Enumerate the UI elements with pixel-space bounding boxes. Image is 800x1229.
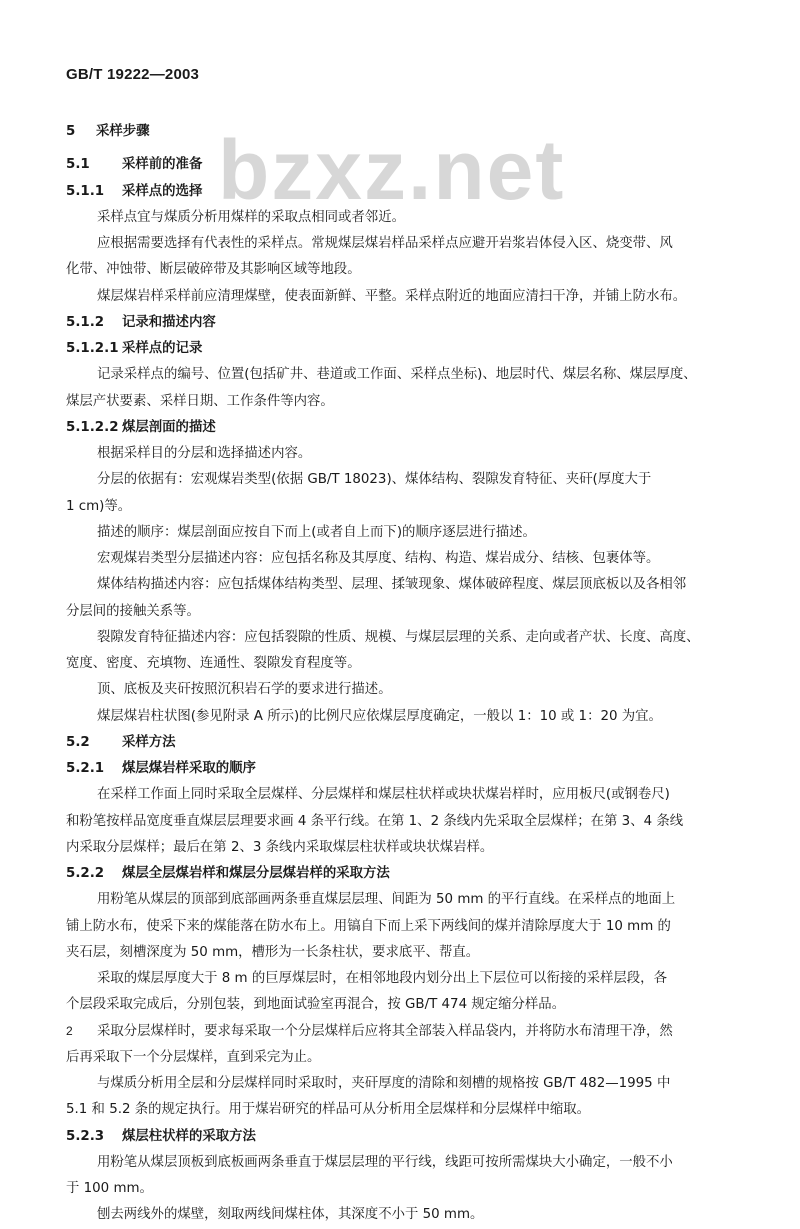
section-heading xyxy=(66,415,731,441)
section-number: 5.2.3 xyxy=(66,1128,105,1144)
paragraph-line: 裂隙发育特征描述内容：应包括裂隙的性质、规模、与煤层层理的关系、走向或者产状、长度、高度、 xyxy=(97,629,700,645)
section-title: 记录和描述内容 xyxy=(122,314,216,330)
paragraph-line: 内采取分层煤样；最后在第 2、3 条线内采取煤层柱状样或块状煤岩样。 xyxy=(66,839,494,855)
section-title: 采样点的记录 xyxy=(122,341,203,356)
section-number: 5.1.2 xyxy=(66,314,105,330)
section-heading xyxy=(66,756,731,782)
paragraph-line: 采样点宜与煤质分析用煤样的采取点相同或者邻近。 xyxy=(97,209,405,225)
section-title: 采样方法 xyxy=(122,734,176,750)
paragraph-line: 个层段采取完成后，分别包装，到地面试验室再混合，按 GB/T 474 规定缩分样品。 xyxy=(66,997,566,1013)
paragraph-line: 分层的依据有：宏观煤岩类型(依据 GB/T 18023)、煤体结构、裂隙发育特征、夹矸(厚度大于 xyxy=(97,472,652,488)
paragraph-line: 化带、冲蚀带、断层破碎带及其影响区域等地段。 xyxy=(66,262,361,278)
section-heading xyxy=(66,336,731,362)
page-number: 2 xyxy=(66,1024,73,1038)
document-body xyxy=(66,119,731,1229)
section-number: 5.2 xyxy=(66,734,90,750)
section-heading xyxy=(66,861,731,887)
paragraph-line: 在采样工作面上同时采取全层煤样、分层煤样和煤层柱状样或块状煤岩样时，应用板尺(或钢卷尺) xyxy=(97,787,670,803)
paragraph-line: 和粉笔按样品宽度垂直煤层层理要求画 4 条平行线。在第 1、2 条线内先采取全层煤样；在第 3、4 条线 xyxy=(66,813,684,829)
section-number: 5.1 xyxy=(66,157,90,173)
site-watermark: bzxz.net xyxy=(218,123,566,217)
paragraph-line: 根据采样目的分层和选择描述内容。 xyxy=(97,446,312,461)
section-title: 采样点的选择 xyxy=(122,183,203,199)
paragraph-line: 采取分层煤样时，要求每采取一个分层煤样后应将其全部装入样品袋内，并将防水布清理干净，然 xyxy=(97,1023,673,1039)
paragraph-line: 于 100 mm。 xyxy=(66,1181,153,1196)
paragraph-line: 分层间的接触关系等。 xyxy=(66,603,200,619)
section-heading xyxy=(66,310,731,336)
paragraph-line: 煤层产状要素、采样日期、工作条件等内容。 xyxy=(66,393,334,409)
section-title: 煤层剖面的描述 xyxy=(122,419,216,435)
paragraph-line: 煤层煤岩柱状图(参见附录 A 所示)的比例尺应依煤层厚度确定，一般以 1：10 或 1：20 为宜。 xyxy=(97,708,662,724)
paragraph-line: 后再采取下一个分层煤样，直到采完为止。 xyxy=(66,1049,321,1065)
section-number: 5.1.2.2 xyxy=(66,419,119,435)
section-heading xyxy=(66,152,731,178)
section-number: 5.2.2 xyxy=(66,866,105,881)
section-heading xyxy=(66,1124,731,1150)
section-number: 5.2.1 xyxy=(66,761,105,776)
paragraph-line: 宏观煤岩类型分层描述内容：应包括名称及其厚度、结构、构造、煤岩成分、结核、包裹体等。 xyxy=(97,551,660,566)
section-number: 5.1.2.1 xyxy=(66,341,119,356)
paragraph-line: 5.1 和 5.2 条的规定执行。用于煤岩研究的样品可从分析用全层煤样和分层煤样中缩取。 xyxy=(66,1102,591,1118)
paragraph-line: 采取的煤层厚度大于 8 m 的巨厚煤层时，在相邻地段内划分出上下层位可以衔接的采样层段，各 xyxy=(97,971,667,986)
paragraph-line: 描述的顺序：煤层剖面应按自下而上(或者自上而下)的顺序逐层进行描述。 xyxy=(97,524,536,540)
section-heading xyxy=(66,179,731,205)
paragraph-line: 1 cm)等。 xyxy=(66,498,132,514)
paragraph-line: 用粉笔从煤层顶板到底板画两条垂直于煤层层理的平行线，线距可按所需煤块大小确定，一般不小 xyxy=(97,1154,673,1170)
paragraph-line: 煤层煤岩样采样前应清理煤壁，使表面新鲜、平整。采样点附近的地面应清扫干净，并铺上防水布。 xyxy=(97,288,687,304)
paragraph-line: 夹石层，刻槽深度为 50 mm，槽形为一长条柱状，要求底平、帮直。 xyxy=(66,944,480,960)
section-title: 采样前的准备 xyxy=(122,157,203,173)
section-number: 5 xyxy=(66,124,76,139)
paragraph-line: 煤体结构描述内容：应包括煤体结构类型、层理、揉皱现象、煤体破碎程度、煤层顶底板以及各相邻 xyxy=(97,577,687,593)
section-heading xyxy=(66,730,731,756)
paragraph-line: 记录采样点的编号、位置(包括矿井、巷道或工作面、采样点坐标)、地层时代、煤层名称、煤层厚度、 xyxy=(97,367,697,383)
section-title: 煤层柱状样的采取方法 xyxy=(122,1128,256,1144)
paragraph-line: 铺上防水布，使采下来的煤能落在防水布上。用镐自下而上采下两线间的煤并清除厚度大于 10 mm 的 xyxy=(66,918,671,934)
paragraph-line: 应根据需要选择有代表性的采样点。常规煤层煤岩样品采样点应避开岩浆岩体侵入区、烧变带、风 xyxy=(97,236,673,251)
paragraph-line: 宽度、密度、充填物、连通性、裂隙发育程度等。 xyxy=(66,656,361,671)
section-number: 5.1.1 xyxy=(66,183,105,199)
section-title: 采样步骤 xyxy=(96,124,150,139)
paragraph-line: 刨去两线外的煤壁，刻取两线间煤柱体，其深度不小于 50 mm。 xyxy=(97,1207,484,1223)
section-title: 煤层全层煤岩样和煤层分层煤岩样的采取方法 xyxy=(122,866,390,881)
paragraph-line: 用粉笔从煤层的顶部到底部画两条垂直煤层层理、间距为 50 mm 的平行直线。在采样点的地面上 xyxy=(97,892,676,908)
section-title: 煤层煤岩样采取的顺序 xyxy=(122,761,256,776)
section-heading xyxy=(66,119,731,145)
paragraph-line: 顶、底板及夹矸按照沉积岩石学的要求进行描述。 xyxy=(97,682,392,698)
paragraph-line: 与煤质分析用全层和分层煤样同时采取时，夹矸厚度的清除和刻槽的规格按 GB/T 482—1995 中 xyxy=(97,1076,671,1091)
standard-number-header: GB/T 19222—2003 xyxy=(66,66,200,83)
